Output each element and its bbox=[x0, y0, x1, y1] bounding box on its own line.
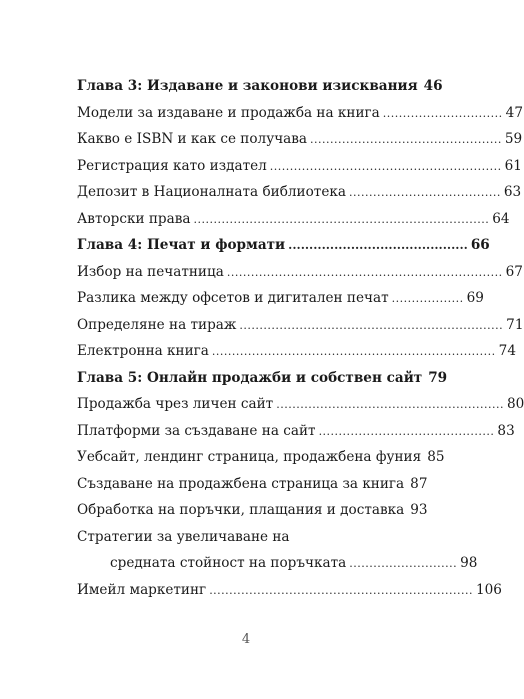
toc-entry[interactable] bbox=[77, 100, 523, 127]
toc-entry-title: Избор на печатница bbox=[77, 263, 224, 280]
toc-entry[interactable] bbox=[77, 206, 510, 233]
toc-page-number: 71 bbox=[506, 316, 524, 333]
toc-entry[interactable] bbox=[77, 179, 522, 206]
toc-leader-dots: ...................................... bbox=[348, 186, 501, 199]
toc-entry-title: Глава 4: Печат и формати bbox=[77, 237, 286, 253]
toc-entry[interactable] bbox=[77, 285, 484, 312]
toc-leader-dots: ......................................................... bbox=[276, 398, 505, 411]
toc-entry[interactable] bbox=[77, 577, 502, 604]
toc-page-number: 67 bbox=[505, 263, 523, 280]
toc-page-number: 93 bbox=[410, 502, 428, 518]
toc-page-number: 106 bbox=[475, 581, 502, 598]
toc-page-number: 74 bbox=[498, 343, 516, 359]
toc-entry-title: Какво е ISBN и как се получава bbox=[77, 131, 308, 147]
toc-leader-dots: ........................... bbox=[349, 557, 458, 570]
table-of-contents bbox=[77, 73, 524, 603]
toc-entry[interactable] bbox=[77, 259, 523, 286]
toc-entry-title: Стратегии за увеличаване на bbox=[77, 528, 290, 545]
toc-entry-title: Определяне на тираж bbox=[77, 316, 237, 333]
toc-entry-title: Създаване на продажбена страница за книга bbox=[77, 475, 405, 492]
toc-leader-dots: .......................................................... bbox=[269, 159, 502, 173]
toc-chapter-heading[interactable] bbox=[77, 73, 443, 100]
toc-leader-dots: .............................. bbox=[382, 106, 503, 120]
toc-leader-dots: .................. bbox=[391, 292, 464, 305]
toc-entry-title: Разлика между офсетов и дигитален печат bbox=[77, 290, 389, 306]
toc-page-number: 85 bbox=[427, 449, 445, 465]
toc-leader-dots: ............................................ bbox=[318, 424, 495, 438]
toc-entries bbox=[77, 73, 524, 524]
toc-entry-title: Модели за издаване и продажба на книга bbox=[77, 104, 380, 121]
page-number: 4 bbox=[241, 632, 251, 647]
toc-entry-title: Продажба чрез личен сайт bbox=[77, 396, 274, 412]
toc-entry-split-line1[interactable] bbox=[77, 524, 414, 551]
toc-entry[interactable] bbox=[77, 418, 515, 445]
toc-page-number: 79 bbox=[428, 369, 448, 386]
toc-entry-title: Глава 5: Онлайн продажби и собствен сайт bbox=[77, 369, 423, 386]
toc-leader-dots: ..................................................................... bbox=[226, 265, 503, 279]
toc-entry-title: средната стойност на поръчката bbox=[110, 555, 347, 571]
toc-leader-dots: ................................................ bbox=[310, 133, 502, 146]
toc-entry-title: Електронна книга bbox=[77, 343, 209, 359]
toc-leader-dots: .................................................................. bbox=[239, 318, 504, 332]
toc-entry-title: Глава 3: Издаване и законови изисквания bbox=[77, 78, 418, 94]
toc-chapter-heading[interactable] bbox=[77, 232, 490, 259]
toc-page-number: 64 bbox=[492, 210, 510, 227]
toc-entry[interactable] bbox=[77, 153, 522, 180]
toc-entry-title: Авторски права bbox=[77, 210, 191, 227]
toc-entry[interactable] bbox=[77, 126, 523, 153]
toc-entry[interactable] bbox=[77, 312, 524, 339]
toc-entry[interactable] bbox=[77, 338, 516, 365]
toc-entry[interactable] bbox=[77, 391, 524, 418]
toc-entry[interactable] bbox=[77, 444, 445, 471]
toc-page-number: 47 bbox=[505, 104, 523, 121]
toc-entry-title: Депозит в Националната библиотека bbox=[77, 184, 346, 200]
toc-page-number: 59 bbox=[504, 131, 523, 147]
toc-leader-dots: ........................................... bbox=[288, 238, 468, 252]
toc-page-number: 80 bbox=[507, 396, 524, 412]
toc-page-number: 61 bbox=[504, 157, 522, 174]
toc-entry-title: Регистрация като издател bbox=[77, 157, 267, 174]
toc-page-number: 69 bbox=[466, 290, 484, 306]
toc-chapter-heading[interactable] bbox=[77, 365, 448, 392]
toc-entry-title: Имейл маркетинг bbox=[77, 581, 207, 598]
toc-leader-dots: ....................................................................... bbox=[211, 345, 496, 358]
toc-page-number: 87 bbox=[410, 475, 428, 492]
toc-page-number: 66 bbox=[470, 237, 490, 253]
toc-entry-title: Обработка на поръчки, плащания и доставка bbox=[77, 502, 405, 518]
toc-page-number: 63 bbox=[503, 184, 522, 200]
toc-leader-dots: .................................................................. bbox=[209, 583, 473, 597]
toc-entry[interactable] bbox=[77, 471, 428, 498]
toc-page-number: 83 bbox=[497, 422, 515, 439]
toc-entry-split-line2[interactable] bbox=[77, 550, 478, 577]
toc-leader-dots: .......................................................................... bbox=[193, 212, 490, 226]
toc-page-number: 46 bbox=[423, 78, 443, 94]
toc-entry-title: Платформи за създаване на сайт bbox=[77, 422, 316, 439]
toc-entry-title: Уебсайт, лендинг страница, продажбена фуния bbox=[77, 449, 422, 465]
toc-page-number: 98 bbox=[460, 555, 478, 571]
toc-entry[interactable] bbox=[77, 497, 428, 524]
